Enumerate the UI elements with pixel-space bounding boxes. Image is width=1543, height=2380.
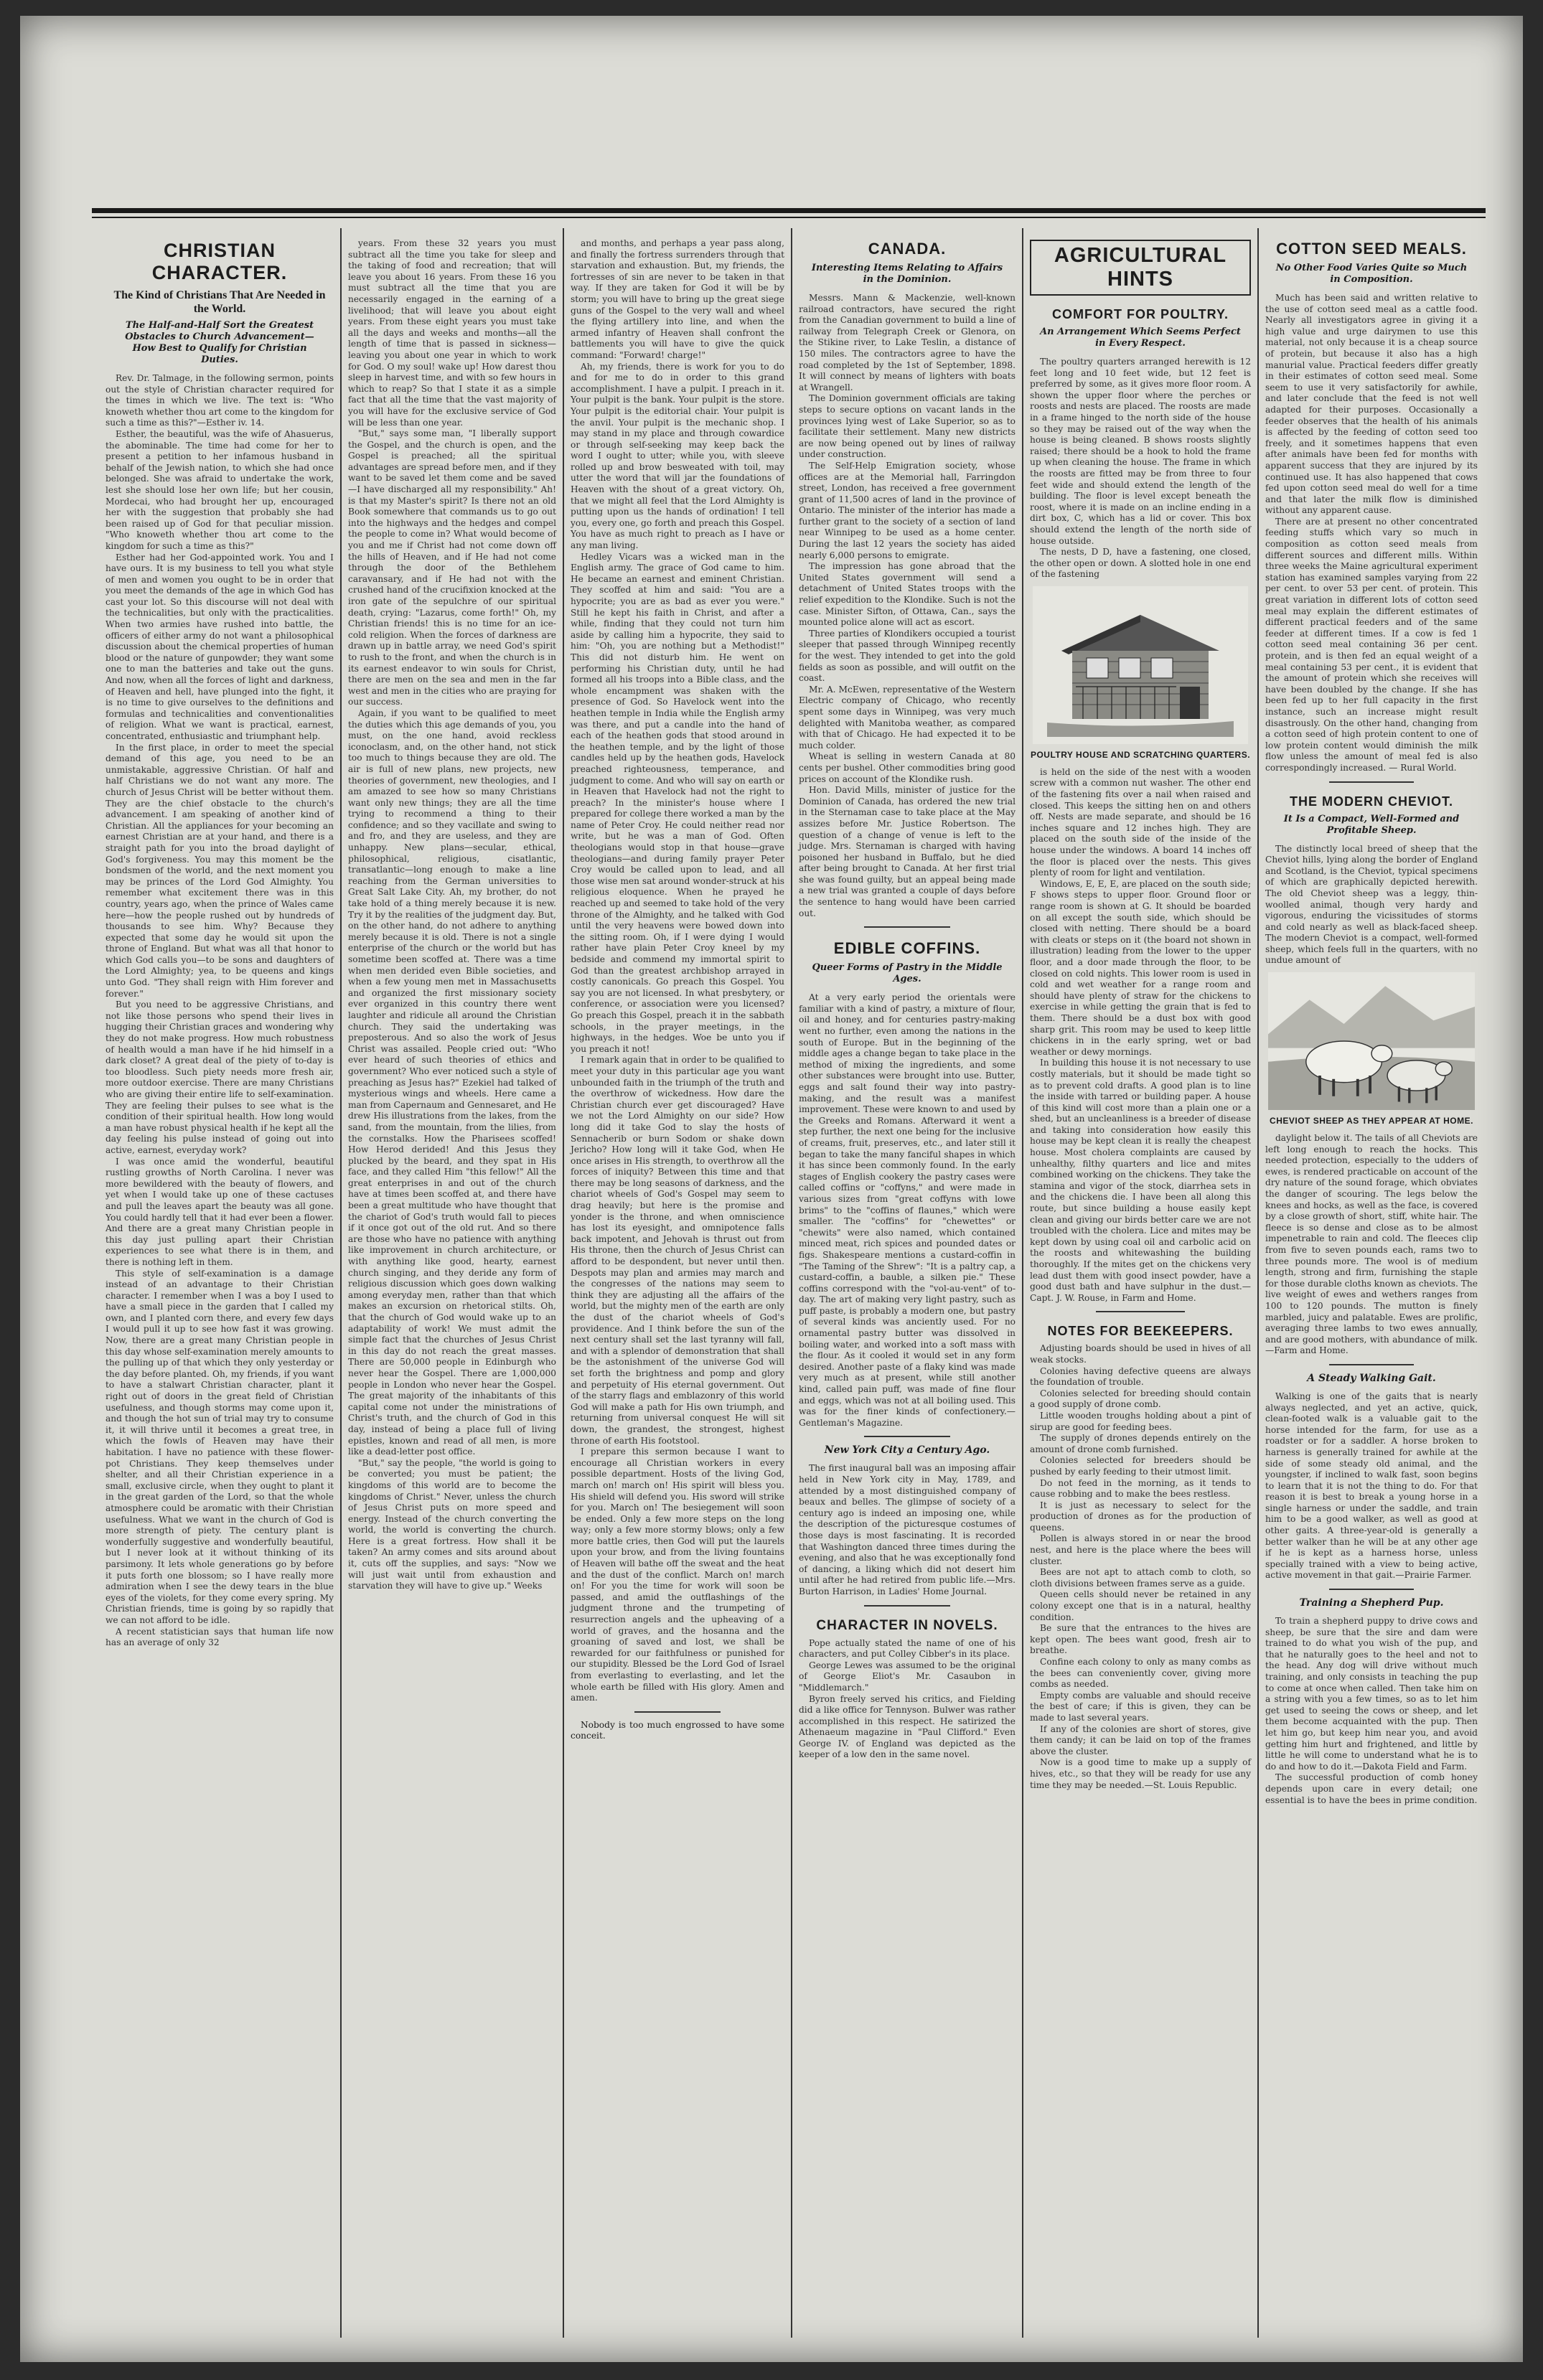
article-title-walking-gait: A Steady Walking Gait.	[1307, 1372, 1436, 1384]
paragraph: and months, and perhaps a year pass along, and finally the fortress surrenders through that starvation and exhaustion. But, my friends, the fortresses of sin are never to be taken in that way. If they are taken for God it will be by storm; you will have to bring up the great siege guns of the Gospel to the very wall and wheel the flying artillery into line, and when the armed infantry of Heaven shall confront the battlements you will have to give the quick command: "Forward! charge!"	[571, 238, 784, 360]
poultry-house-drawing	[1033, 586, 1248, 744]
paragraph: George Lewes was assumed to be the original of George Eliot's Mr. Casaubon in "Middlemarch."	[799, 1660, 1016, 1693]
paragraph: Now is a good time to make up a supply of hives, etc., so that they will be ready for use any time they may be needed.—St. Louis Republic.	[1030, 1757, 1251, 1790]
paragraph: Messrs. Mann & Mackenzie, well-known railroad contractors, have secured the right from the Canadian government to build a line of railway from Telegraph Creek or Glenora, on the Stikine river, to Lake Teslin, a distance of 150 miles. The contractors agree to have the road completed by the 1st of September, 1898. It will connect by means of lighters with boats at Wrangell.	[799, 293, 1016, 392]
paragraph: The nests, D D, have a fastening, one closed, the other open or down. A slotted hole in one end of the fastening	[1030, 547, 1251, 580]
section-title-agricultural-hints: AGRICULTURAL HINTS	[1030, 240, 1251, 296]
shepherd-pup-body	[1265, 1616, 1478, 1806]
paragraph: The first inaugural ball was an imposing affair held in New York city in May, 1789, and attended by a most distinguished company of beaux and belles. The glimpse of society of a century ago is indeed an imposing one, while the description of the picturesque costumes of those days is most fascinating. It is recorded that Washington danced three times during the evening, and also that he was exceptionally fond of dancing, a liking which did not desert him until after he had retired from public life.—Mrs. Burton Harrison, in Ladies' Home Journal.	[799, 1463, 1016, 1596]
paragraph: Esther, the beautiful, was the wife of Ahasuerus, the abominable. The time had come for her to present a petition to her infamous husband in behalf of the Jewish nation, to which she had once belonged. She was afraid to undertake the work, lest she should lose her own life; but her cousin, Mordecai, who had brought her up, encouraged her with the suggestion that probably she had been raised up of God for that peculiar mission. "Who knoweth whether thou art come to the kingdom for such a time as this?"	[105, 428, 334, 551]
paragraph: Three parties of Klondikers occupied a tourist sleeper that passed through Winnipeg recently for the west. They intended to get into the gold fields as soon as possible, and will outfit on the coast.	[799, 628, 1016, 684]
paragraph: Adjusting boards should be used in hives of all weak stocks.	[1030, 1343, 1251, 1365]
article-title-shepherd-pup: Training a Shepherd Pup.	[1299, 1597, 1444, 1609]
paragraph: Pollen is always stored in or near the brood nest, and here is the place where the bees will cluster.	[1030, 1533, 1251, 1566]
paragraph: There are at present no other concentrated feeding stuffs which vary so much in composition as cotton seed meals from different sources and different mills. Within three weeks the Maine agricultural experiment station has examined samples varying from 22 per cent. to over 53 per cent. of protein. This great variation in different lots of cotton seed meal may explain the different estimates of different practical feeders and of the same feeder at different times. If a cow is fed 1 cotton seed meal containing 36 per cent. protein, and is then fed an equal weight of a meal containing 53 per cent., it is evident that the amount of protein which she receives will have been doubled by the change. If she has been fed up to her full capacity in the first instance, such an increase might result disastrously. On the other hand, changing from a cotton seed of high protein content to one of low protein content would diminish the milk flow unless the amount of meal fed is also correspondingly increased. — Rural World.	[1265, 516, 1478, 773]
divider	[1329, 1589, 1414, 1590]
article-body	[105, 373, 334, 1649]
column-6	[1259, 228, 1484, 2338]
cheviot-figure-caption: CHEVIOT SHEEP AS THEY APPEAR AT HOME.	[1270, 1116, 1473, 1126]
article-dek: It Is a Compact, Well-Formed and Profitable Sheep.	[1283, 813, 1460, 836]
section-title-canada: CANADA.	[868, 240, 947, 258]
paragraph: The poultry quarters arranged herewith is 12 feet long and 10 feet wide, but 12 feet is preferred by some, as it gives more floor room. A shown the upper floor where the perches or roosts and nests are placed. The roosts are made in a frame hinged to the north side of the house so they may be raised out of the way when the house is being cleaned. B shows roosts slightly raised; there should be a hook to hold the frame up when cleaning the house. The frame in which the roosts are fitted may be from three to four feet wide and should extend the length of the building. The floor is level except beneath the roost, where it is made on an incline ending in a dirt box, C, which has a lid or cover. This box should extend the length of the north side of house outside.	[1030, 357, 1251, 546]
paragraph: Mr. A. McEwen, representative of the Western Electric company of Chicago, who recently spent some days in Winnipeg, was very much delighted with Manitoba weather, as compared with that of Chicago. He had expected it to be much colder.	[799, 684, 1016, 751]
paragraph: Nobody is too much engrossed to have some conceit.	[571, 1719, 784, 1741]
paragraph: Esther had her God-appointed work. You and I have ours. It is my business to tell you what style of men and women you ought to be in order that you meet the demands of the age in which God has cast your lot. So this discourse will not deal with the technicalities, but only with the practicalities. When two armies have rushed into battle, the officers of either army do not want a philosophical discussion about the chemical properties of human blood or the nature of gunpowder; they want some one to man the batteries and take out the guns. And now, when all the forces of light and darkness, of Heaven and hell, have plunged into the fight, it is no time to give ourselves to the definitions and formulas and technicalities and conventionalities of religion. What we want is practical, earnest, concentrated, enthusiastic and triumphant help.	[105, 552, 334, 741]
paragraph: Pope actually stated the name of one of his characters, and put Colley Cibber's in its place.	[799, 1637, 1016, 1660]
paragraph: At a very early period the orientals were familiar with a kind of pastry, a mixture of flour, oil and honey, and for centuries pastry-making went no further, even among the nations in the south of Europe. But in the beginning of the middle ages a change began to take place in the method of mixing the ingredients, and some other substances were brought into use. Butter, eggs and salt found their way into pastry-making, and the result was a manifest improvement. These were known to and used by the Greeks and Romans. Afterward it went a step further, the next one being for the inclusive of creams, fruit, preserves, etc., and later still it began to take the many fanciful shapes in which it has since been commonly found. In the early stages of English cookery the pastry cases were called coffins or "coffyns," and were made in various sizes from "great coffyns with lowe brims" to the "coffins of flaunes," which were smaller. The "coffins" for "chewettes" or "chewits" were also named, which contained minced meat, rich spices and pounded dates or figs. Shakespeare mentions a custard-coffin in "The Taming of the Shrew": "It is a paltry cap, a custard-coffin, a bauble, a silken pie." These coffins correspond with the "vol-au-vent" of to-day. The art of making very light pastry, such as puff paste, is probably a modern one, but pastry of several kinds was anciently used. For no ornamental pastry butter was dissolved in boiling water, and worked into a soft mass with the flour. As it cooled it would set in any form desired. Another paste of a flaky kind was made very much as at present, while still another kind, called pain puff, was made of fine flour and eggs, which was not at all boiling used. This was for the finer kinds of confectionery.—Gentleman's Magazine.	[799, 992, 1016, 1428]
paragraph: The Dominion government officials are taking steps to secure options on vacant lands in the provinces lying west of Lake Superior, so as to facilitate their settlement. Many new districts are now being opened out by lines of railway under construction.	[799, 393, 1016, 460]
cheviot-body-continued	[1265, 1133, 1478, 1357]
section-title-edible-coffins: EDIBLE COFFINS.	[833, 939, 981, 958]
article-subtitle: The Kind of Christians That Are Needed in the World.	[113, 289, 326, 315]
poultry-house-illustration	[1033, 586, 1248, 744]
paragraph: Hedley Vicars was a wicked man in the English army. The grace of God came to him. He became an earnest and eminent Christian. They scoffed at him and said: "You are a hypocrite; you are as bad as ever you were." Still he kept his faith in Christ, and after a while, finding that they could not turn him aside by calling him a hypocrite, they said to him: "Oh, you are nothing but a Methodist!" This did not disturb him. He went on performing his Christian duty, until he had formed all his troops into a Bible class, and the whole encampment was shaken with the presence of God. So Havelock went into the heathen temple in India while the English army was there, and put a candle into the hand of each of the heathen gods that stood around in the heathen temple, and by the light of those candles held up by the heathen gods, Havelock preached righteousness, temperance, and judgment to come. And who will say on earth or in Heaven that Havelock had not the right to preach? In the minister's house where I prepared for college there worked a man by the name of Peter Croy. He could neither read nor write, but he was a man of God. Often theologians would stop in that house—grave theologians—and during family prayer Peter Croy would be called upon to lead, and all those wise men sat around wonder-struck at his religious eloquence. When he prayed he reached up and seemed to take hold of the very throne of the Almighty, and he talked with God until the very heavens were bowed down into the sitting room. Oh, if I were dying I would rather have plain Peter Croy kneel by my bedside and commend my immortal spirit to God than the greatest archbishop arrayed in costly canonicals. Go preach this Gospel. You say you are not licensed. In what presbytery, or conference, or association were you licensed? Go preach this Gospel, preach it in the sabbath schools, in the prayer meetings, in the highways, in the hedges. Woe be unto you if you preach it not!	[571, 551, 784, 1054]
article-body-continued	[571, 238, 784, 1704]
paragraph: daylight below it. The tails of all Cheviots are left long enough to reach the hocks. This needed protection, especially to the udders of ewes, is rendered practicable on account of the dry nature of the sound forage, which obviates the danger of scouring. The legs below the knees and hocks, as well as the face, is covered by a close growth of short, stiff, white hair. The fleece is so dense and close as to be almost impenetrable to rain and cold. The fleeces clip from five to seven pounds each, rams two to three pounds more. The wool is of medium length, strong and firm, furnishing the staple for those durable cloths known as cheviots. The live weight of ewes and wethers ranges from 100 to 120 pounds. The mutton is finely marbled, juicy and palatable. Ewes are prolific, averaging three lambs to two ewes annually, and are good mothers, with abundance of milk.—Farm and Home.	[1265, 1133, 1478, 1356]
paragraph: This style of self-examination is a damage instead of an advantage to their Christian character. I remember when I was a boy I used to have a small piece in the garden that I called my own, and I planted corn there, and every few days I would pull it up to see how fast it was growing. Now, there are a great many Christian people in this day whose self-examination merely amounts to the pulling up of that which they only yesterday or the day before planted. Oh, my friends, if you want to have a stalwart Christian character, plant it right out of doors in the great field of Christian usefulness, and though storms may come upon it, and though the hot sun of trial may try to consume it, it will thrive until it becomes a great tree, in which the fowls of Heaven may have their habitation. I have no patience with these flower-pot Christians. They keep themselves under shelter, and all their Christian experience in a small, exclusive circle, when they ought to plant it in the great garden of the Lord, so that the whole atmosphere could be aromatic with their Christian usefulness. What we want in the church of God is more strength of piety. The century plant is wonderfully suggestive and wonderfully beautiful, but I never look at it without thinking of its parsimony. It lets whole generations go by before it puts forth one blossom; so I have really more admiration when I see the dewy tears in the blue eyes of the violets, for they come every spring. My Christian friends, time is going by so rapidly that we can not afford to be idle.	[105, 1268, 334, 1625]
divider	[864, 1605, 951, 1607]
divider	[1096, 1311, 1184, 1312]
paragraph: The supply of drones depends entirely on the amount of drone comb furnished.	[1030, 1433, 1251, 1454]
novels-body	[799, 1638, 1016, 1762]
paragraph: Queen cells should never be retained in any colony except one that is in a natural, healthy condition.	[1030, 1589, 1251, 1622]
article-title-poultry: COMFORT FOR POULTRY.	[1052, 307, 1229, 321]
cotton-seed-body	[1265, 293, 1478, 774]
divider	[864, 1436, 951, 1437]
columns	[99, 228, 1484, 2338]
paragraph: Colonies selected for breeding should contain a good supply of drone comb.	[1030, 1388, 1251, 1410]
poultry-body	[1030, 357, 1251, 580]
paragraph: "But," says some man, "I liberally support the Gospel, and the church is open, and the Gospel is preached; all the spiritual advantages are spread before men, and if they want to be saved let them come and be saved—I have discharged all my responsibility." Ah! is that my Master's spirit? Is there not an old Book somewhere that commands us to go out into the highways and the hedges and compel the people to come in? What would become of you and me if Christ had not come down off the hills of Heaven, and if He had not come through the door of the Bethlehem caravansary, and if He had not with the crushed hand of the crucifixion knocked at the iron gate of the sepulchre of our spiritual death, crying: "Lazarus, come forth!" Oh, my Christian friends! this is no time for an ice-cold religion. When the forces of darkness are drawn up in battle array, we need God's spirit to rush to the front, and when the church is in its earnest endeavor to win souls for Christ, there are men on the sea and men in the far west and men in the cities who are praying for our success.	[348, 428, 556, 707]
paragraph: Bees are not apt to attach comb to cloth, so cloth divisions between frames serve as a guide.	[1030, 1567, 1251, 1589]
divider	[1329, 781, 1414, 783]
paragraph: In the first place, in order to meet the special demand of this age, you need to be an unmistakable, aggressive Christian. Of half and half Christians we do not want any more. The church of Jesus Christ will be better without them. They are the chief obstacle to the church's advancement. I am speaking of another kind of Christian. All the appliances for your becoming an earnest Christian are at your hand, and there is a straight path for you into the broad daylight of God's forgiveness. You may this moment be the bondsmen of the world, and the next moment you may be princes of the Lord God Almighty. You remember what excitement there was in this country, years ago, when the prince of Wales came here—how the people rushed out by hundreds of thousands to see him. Why? Because they expected that some day he would sit upon the throne of England. But what was all that honor to which God calls you—to be sons and daughters of the Lord Almighty; yea, to be queens and kings unto God. "They shall reign with Him forever and forever."	[105, 742, 334, 999]
paragraph: Windows, E, E, E, are placed on the south side; F shows steps to upper floor. Ground floor or range room is shown at G. It should be boarded on all except the south side, which should be closed with netting. There should be a board with cleats or steps on it (the board not shown in illustration) leading from the lower to the upper floor, and a door made through the floor, to be closed on cold nights. This lower room is used in cold and wet weather for a range room and should have plenty of straw for the chickens to exercise in while getting the grain that is fed to them. There should be a dust box with good sharp grit. This room may be used to keep little chickens in in the early spring, wet or bad weather or dewy mornings.	[1030, 878, 1251, 1057]
paragraph: In building this house it is not necessary to use costly materials, but it should be made tight so as to prevent cold drafts. A good plan is to line the inside with tarred or building paper. A house of this kind will cost more than a plain one or a shed, but an uncleanliness is a breeder of disease and taking into consideration how easily this house may be kept clean it is really the cheapest house. Most cholera complaints are caused by unhealthy, filthy quarters and lice and mites combined working on the chickens. They take the stamina and vigor of the stock, diarrhea sets in and the chickens die. I have been all along this route, but since building a house easily kept clean and giving our birds better care we are not troubled with the cholera. Lice and mites may be kept down by using coal oil and carbolic acid on the roosts and whitewashing the building thoroughly. If the mites get on the chickens very lead dust them with good insect powder, have a good dust bath and have sulphur in the dust.—Capt. J. W. Rouse, in Farm and Home.	[1030, 1058, 1251, 1303]
article-title: CHRISTIAN CHARACTER.	[151, 240, 288, 283]
paragraph: If any of the colonies are short of stores, give them candy; it can be laid on top of the frames above the cluster.	[1030, 1723, 1251, 1756]
paragraph: Little wooden troughs holding about a pint of sirup are good for feeding bees.	[1030, 1410, 1251, 1432]
paragraph: The distinctly local breed of sheep that the Cheviot hills, lying along the border of England and Scotland, is the Cheviot, typical specimens of which are graphically depicted herewith. The old Cheviot sheep was a leggy, thin-woolled animal, though very hardy and vigorous, enduring the vicissitudes of storms and cold nearly as well as black-faced sheep. The modern Cheviot is a compact, well-formed sheep, which feels full in the quarters, with no undue amount of	[1265, 843, 1478, 966]
paragraph: Hon. David Mills, minister of justice for the Dominion of Canada, has ordered the new trial in the Sternaman case to take place at the May assizes before Mr. Justice Robertson. The question of a change of venue is left to the judge. Mrs. Sternaman is charged with having poisoned her husband in Buffalo, but he died after being brought to Canada. At her first trial she was found guilty, but an appeal being made a new trial was granted a couple of days before the sentence to hang would have been carried out.	[799, 785, 1016, 918]
column-3	[564, 228, 792, 2338]
masthead-rule-thin	[92, 217, 1486, 218]
coffins-body	[799, 992, 1016, 1429]
paragraph: Be sure that the entrances to the hives are kept open. The bees want good, fresh air to breathe.	[1030, 1623, 1251, 1656]
paragraph: Empty combs are valuable and should receive the best of care; if this is given, they can be made to last several years.	[1030, 1690, 1251, 1723]
cheviot-sheep-illustration	[1268, 972, 1475, 1110]
column-1	[99, 228, 342, 2338]
beekeepers-body	[1030, 1343, 1251, 1791]
paragraph: Ah, my friends, there is work for you to do and for me to do in order to this grand accomplishment. I have a pulpit. I preach in it. Your pulpit is the bank. Your pulpit is the store. Your pulpit is the editorial chair. Your pulpit is the anvil. Your pulpit is the mechanic shop. I may stand in my place and through cowardice or through self-seeking may keep back the word I ought to utter; while you, with sleeve rolled up and brow besweated with toil, may utter the word that will jar the foundations of Heaven with the shout of a great victory. Oh, that we might all feel that the Lord Almighty is putting upon us the hands of ordination! I tell you, every one, go forth and preach this Gospel. You have as much right to preach as I have or any man living.	[571, 361, 784, 551]
paragraph: The successful production of comb honey depends upon care in every detail; one essential is to have the bees in prime condition.	[1265, 1772, 1478, 1805]
column-2	[342, 228, 564, 2338]
paragraph: "But," say the people, "the world is going to be converted; you must be patient; the kingdoms of this world are to become the kingdoms of Christ." Never, unless the church of Jesus Christ puts on more speed and energy. Instead of the church converting the world, the world is converting the church. Here is a great fortress. How shall it be taken? An army comes and sits around about it, cuts off the supplies, and says: "Now we will just wait until from exhaustion and starvation they will have to give up." Weeks	[348, 1457, 556, 1591]
section-title-novels: CHARACTER IN NOVELS.	[816, 1617, 998, 1633]
canada-body	[799, 293, 1016, 919]
paragraph: A recent statistician says that human life now has an average of only 32	[105, 1626, 334, 1648]
paragraph: But you need to be aggressive Christians, and not like those persons who spend their lives in hugging their Christian graces and wondering why they do not make progress. How much robustness of health would a man have if he hid himself in a dark closet? A great deal of the piety of to-day is too bloodless. Such piety needs more fresh air, more outdoor exercise. There are many Christians who are giving their entire life to self-examination. They are feeling their pulses to see what is the condition of their spiritual health. How long would a man have robust physical health if he kept all the day feeling his pulse instead of going out into active, earnest, everyday work?	[105, 999, 334, 1155]
paragraph: Wheat is selling in western Canada at 80 cents per bushel. Other commodities bring good prices on account of the Klondike rush.	[799, 751, 1016, 784]
divider	[634, 1711, 720, 1713]
paragraph: The impression has gone abroad that the United States government will send a detachment of United States troops with the relief expedition to the Klondike. Such is not the case. Minister Sifton, of Ottawa, Can., says the mounted police alone will act as escort.	[799, 561, 1016, 628]
section-dek: Queer Forms of Pastry in the Middle Ages.	[812, 962, 1003, 985]
paragraph: Byron freely served his critics, and Fielding did a like office for Tennyson. Bulwer was rather accomplished in this respect. He satirized the Athenaeum magazine in "Paul Clifford." Even George IV. of England was depicted as the keeper of a low den in the same novel.	[799, 1693, 1016, 1760]
poultry-figure-caption: POULTRY HOUSE AND SCRATCHING QUARTERS.	[1030, 749, 1251, 760]
paragraph: Walking is one of the gaits that is nearly always neglected, and yet an active, quick, clean-footed walk is a valuable gait to the horse intended for the farm, for use as a roadster or for a saddler. A horse broken to harness is generally trained for awhile at the side of some steady old animal, and the youngster, if inclined to walk fast, soon begins to learn that it is not the thing to do. For that reason it is best to break a young horse in a single harness or under the saddle, and train him to be a good walker, as well as good at other gaits. A three-year-old is generally a better walker than he will be at any other age if he is kept as a harness horse, unless specially trained with a view to being active, active movement in that gait.—Prairie Farmer.	[1265, 1391, 1478, 1581]
paragraph: years. From these 32 years you must subtract all the time you take for sleep and the taking of food and recreation; that will leave you about 16 years. From these 16 you must subtract all the time that you are necessarily engaged in the earning of a livelihood; that will leave you about eight years. From these eight years you must take all the days and weeks and months—all the length of time that is passed in sickness—leaving you about one year in which to work for God. O my soul! wake up! How darest thou sleep in harvest time, and with so few hours in which to reap? So that I state it as a simple fact that all the time that the vast majority of you will have for the exclusive service of God will be less than one year.	[348, 238, 556, 428]
divider	[1329, 1364, 1414, 1365]
article-body-continued	[348, 238, 556, 1592]
paragraph: I was once amid the wonderful, beautiful rustling growths of North Carolina. I never was more bewildered with the beauty of flowers, and yet when I would take up one of these cactuses and pull the leaves apart the beauty was all gone. You could hardly tell that it had ever been a flower. And there are a great many Christian people in this day just pulling apart their Christian experiences to see what there is in them, and there is nothing left in them.	[105, 1156, 334, 1267]
paragraph: The Self-Help Emigration society, whose offices are at the Memorial hall, Farringdon street, London, has received a free government grant of 11,500 acres of land in the province of Ontario. The minister of the interior has made a further grant to the society of a section of land near Winnipeg to be used as a home center. During the last 12 years the society has aided nearly 6,000 persons to emigrate.	[799, 460, 1016, 560]
newspaper-page	[20, 16, 1523, 2362]
article-dek: No Other Food Varies Quite so Much in Composition.	[1275, 263, 1468, 285]
paragraph: Rev. Dr. Talmage, in the following sermon, points out the style of Christian character required for the times in which we live. The text is: "Who knoweth whether thou art come to the kingdom for such a time as this?"—Esther iv. 14.	[105, 373, 334, 428]
paragraph: Colonies having defective queens are always the foundation of trouble.	[1030, 1365, 1251, 1388]
filler-item	[571, 1720, 784, 1742]
column-5	[1023, 228, 1259, 2338]
paragraph: I remark again that in order to be qualified to meet your duty in this particular age you want unbounded faith in the triumph of the truth and the overthrow of wickedness. How dare the Christian church ever get discouraged? Have we not the Lord Almighty on our side? How long did it take God to slay the hosts of Sennacherib or burn Sodom or shake down Jericho? How long will it take God, when He once arises in His strength, to overthrow all the forces of iniquity? Between this time and that there may be long seasons of darkness, and the chariot wheels of God's Gospel may seem to drag heavily; but here is the promise and yonder is the throne, and when omniscience has lost its eyesight, and omnipotence falls back impotent, and Jehovah is thrust out from His throne, then the church of Jesus Christ can afford to be despondent, but never until then. Despots may plan and armies may march and the congresses of the nations may seem to think they are adjusting all the affairs of the world, but the mighty men of the earth are only the dust of the chariot wheels of God's providence. And I think before the sun of the next century shall set the last tyranny will fall, and with a splendor of demonstration that shall be the astonishment of the universe God will set forth the brightness and pomp and glory and perpetuity of His eternal government. Out of the starry flags and emblazonry of this world God will make a path for His own triumph, and returning from universal conquest He will sit down, the grandest, the strongest, highest throne of earth His footstool.	[571, 1055, 784, 1446]
article-title-beekeepers: NOTES FOR BEEKEEPERS.	[1047, 1324, 1234, 1339]
paragraph: is held on the side of the nest with a wooden screw with a common nut washer. The other end of the fastening fits over a nail when raised and closed. This keeps the sitting hen on and others off. Nests are made separate, and should be 16 inches square and 12 inches high. They are placed on the south side of the inside of the house under the windows. A board 14 inches off the floor is placed over the nests. This gives plenty of room for light and ventilation.	[1030, 766, 1251, 878]
paragraph: It is just as necessary to select for the production of drones as for the production of queens.	[1030, 1500, 1251, 1533]
new-york-body	[799, 1463, 1016, 1597]
paragraph: I prepare this sermon because I want to encourage all Christian workers in every possible department. Hosts of the living God, march on! march on! His spirit will bless you. His shield will defend you. His sword will strike for you. March on! The besiegement will soon be ended. Only a few more steps on the long way; only a few more stormy blows; only a few more battle cries, then God will put the laurels upon your brow, and from the living fountains of Heaven will bathe off the sweat and the heat and the dust of the conflict. March on! march on! For you the time for work will soon be passed, and amid the outflashings of the judgment throne and the trumpeting of resurrection angels and the upheaving of a world of graves, and the hosanna and the groaning of saved and lost, we shall be rewarded for our faithfulness or punished for our stupidity. Blessed be the Lord God of Israel from everlasting to everlasting, and let the whole earth be filled with His glory. Amen and amen.	[571, 1447, 784, 1703]
column-4	[792, 228, 1023, 2338]
article-title-cotton-seed: COTTON SEED MEALS.	[1276, 240, 1467, 258]
paragraph: Confine each colony to only as many combs as the bees can conveniently cover, giving more combs as needed.	[1030, 1657, 1251, 1690]
walking-gait-body	[1265, 1391, 1478, 1581]
section-dek: Interesting Items Relating to Affairs in the Dominion.	[811, 263, 1003, 285]
masthead-rule	[92, 208, 1486, 213]
cheviot-sheep-drawing	[1268, 972, 1475, 1110]
article-title-cheviot: THE MODERN CHEVIOT.	[1289, 794, 1453, 809]
divider	[864, 926, 951, 928]
paragraph: Much has been said and written relative to the use of cotton seed meal as a cattle food. Nearly all investigators agree in giving it a high value and urge dairymen to use this material, not only because it is a cheap source of protein, but because it also has a high manurial value. Practical feeders differ greatly in their estimates of cotton seed meal. Some seem to use it very satisfactorily for awhile, and later conclude that the feed is not well adapted for their purposes. Occasionally a feeder observes that the health of his animals is affected by the feeding of cotton seed too freely, and it sometimes happens that even after animals have been fed for months with apparent success that they are injured by its continued use. It has also happened that cows fed upon cotton seed meal do well for a time and that later the milk flow is diminished without any apparent cause.	[1265, 293, 1478, 516]
paragraph: Again, if you want to be qualified to meet the duties which this age demands of you, you must, on the one hand, avoid reckless iconoclasm, and, on the other hand, not stick too much to things because they are old. The air is full of new plans, new projects, new theories of government, new theologies, and I am amazed to see how so many Christians want only new things; they are all the time trying to recommend a thing to their confidence; and so they vacillate and swing to and fro, and they are useless, and they are unhappy. New plans—secular, ethical, philosophical, religious, cisatlantic, transatlantic—long enough to make a line reaching from the German universities to Great Salt Lake City. Ah, my brother, do not take hold of a thing merely because it is new. Try it by the realities of the judgment day. But, on the other hand, do not adhere to anything merely because it is old. There is not a single enterprise of the church or the world but has sometime been scoffed at. There was a time when men derided even Bible societies, and when a few young men met in Massachusetts and organized the first missionary society ever organized in this country there went laughter and ridicule all around the Christian church. They said the undertaking was preposterous. And so also the work of Jesus Christ was assailed. People cried out: "Who ever heard of such theories of ethics and government? Who ever noticed such a style of preaching as Jesus has?" Ezekiel had talked of mysterious wings and wheels. Here came a man from Capernaum and Gennesaret, and He drew His illustrations from the lakes, from the sand, from the mountain, from the lilies, from the cornstalks. How the Pharisees scoffed! How Herod derided! And this Jesus they plucked by the beard, and they spat in His face, and they called Him "this fellow!" All the great enterprises in and out of the church have at times been scoffed at, and there have been a great multitude who have thought that the chariot of God's truth would fall to pieces if it once got out of the old rut. And so there are those who have no patience with anything like improvement in church architecture, or with anything like good, hearty, earnest church singing, and they deride any form of religious discussion which goes down walking among everyday men, rather than that which makes an excursion on rhetorical stilts. Oh, that the church of God would wake up to an adaptability of work! We must admit the simple fact that the churches of Jesus Christ in this day do not reach the great masses. There are 50,000 people in Edinburgh who never hear the Gospel. There are 1,000,000 people in London who never hear the Gospel. The great majority of the inhabitants of this capital come not under the ministrations of Christ's truth, and the church of God in this day, instead of being a place full of living epistles, known and read of all men, is more like a dead-letter post office.	[348, 707, 556, 1457]
paragraph: Colonies selected for breeders should be pushed by early feeding to their utmost limit.	[1030, 1455, 1251, 1477]
article-dek: The Half-and-Half Sort the Greatest Obstacles to Church Advancement—How Best to Qualify for Christian Duties.	[125, 320, 314, 365]
paragraph: To train a shepherd puppy to drive cows and sheep, be sure that the sire and dam were trained to do what you wish of the pup, and that he naturally goes to the heel and not to the head. Any dog will drive without much training, and only consists in teaching the pup to come at once when called. Then take him on a string with you a few times, so as to let him get used to seeing the cows or sheep, and let them become acquainted with the pup. Then let him go, but keep him near you, and avoid getting him hurt and frightened, and little by little he will come to understand what he is to do and how to do it.—Dakota Field and Farm.	[1265, 1616, 1478, 1772]
cheviot-body	[1265, 844, 1478, 967]
section-title-new-york: New York City a Century Ago.	[824, 1444, 990, 1457]
paragraph: Do not feed in the morning, as it tends to cause robbing and to make the bees restless.	[1030, 1477, 1251, 1500]
poultry-body-continued	[1030, 767, 1251, 1304]
article-dek: An Arrangement Which Seems Perfect in Every Respect.	[1040, 326, 1241, 349]
